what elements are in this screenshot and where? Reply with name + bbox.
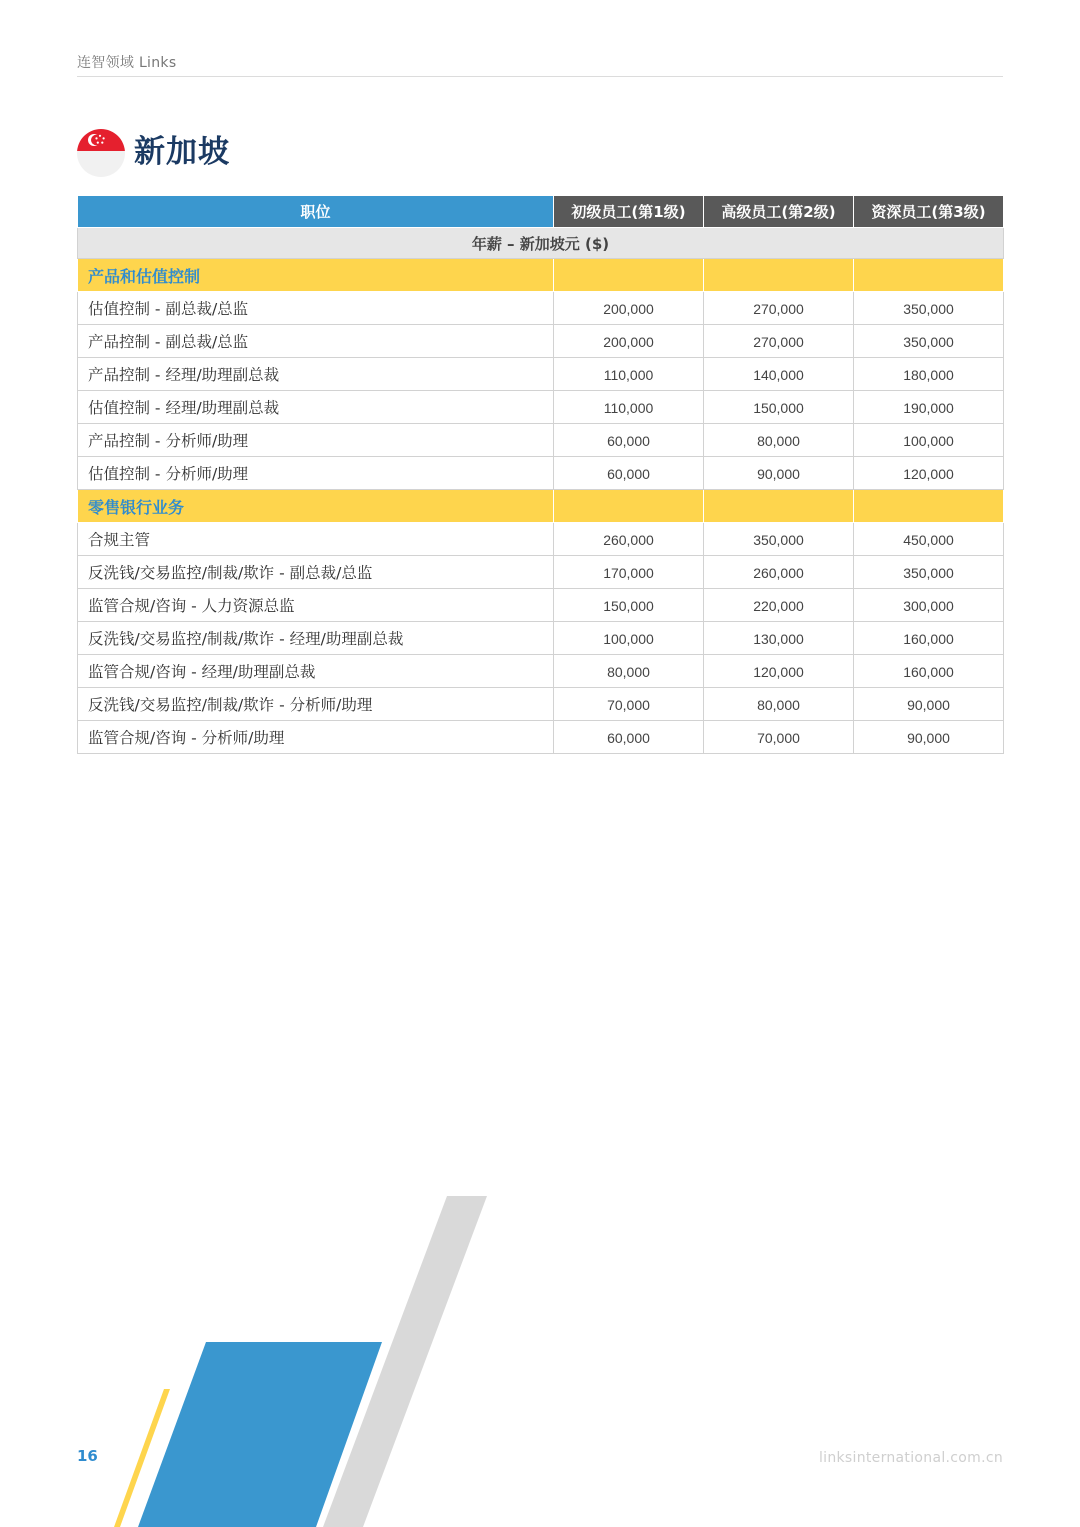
level1-salary-cell: 170,000 <box>554 556 704 589</box>
level1-salary-cell: 80,000 <box>554 655 704 688</box>
level1-salary-cell: 200,000 <box>554 292 704 325</box>
role-cell: 反洗钱/交易监控/制裁/欺诈 - 经理/助理副总裁 <box>78 622 554 655</box>
header-divider <box>77 76 1003 77</box>
level3-salary-cell: 90,000 <box>854 688 1004 721</box>
level3-salary-cell: 190,000 <box>854 391 1004 424</box>
table-row <box>78 358 1004 391</box>
level1-salary-cell: 60,000 <box>554 721 704 754</box>
level2-salary-cell: 120,000 <box>704 655 854 688</box>
level2-salary-cell: 90,000 <box>704 457 854 490</box>
level2-salary-cell: 220,000 <box>704 589 854 622</box>
column-header-level2: 高级员工(第2级) <box>704 196 854 228</box>
section-empty-cell <box>854 259 1004 292</box>
level1-salary-cell: 70,000 <box>554 688 704 721</box>
table-row <box>78 325 1004 358</box>
role-cell: 产品控制 - 分析师/助理 <box>78 424 554 457</box>
section-title: 零售银行业务 <box>78 490 554 523</box>
column-header-role: 职位 <box>78 196 554 228</box>
role-cell: 合规主管 <box>78 523 554 556</box>
level2-salary-cell: 270,000 <box>704 292 854 325</box>
unit-row <box>78 228 1004 259</box>
level2-salary-cell: 140,000 <box>704 358 854 391</box>
section-title: 产品和估值控制 <box>78 259 554 292</box>
level2-salary-cell: 270,000 <box>704 325 854 358</box>
salary-unit-label: 年薪 – 新加坡元 ($) <box>78 228 1004 259</box>
table-header-row <box>78 196 1004 228</box>
level1-salary-cell: 200,000 <box>554 325 704 358</box>
level3-salary-cell: 350,000 <box>854 325 1004 358</box>
salary-table <box>77 195 1004 754</box>
table-row <box>78 424 1004 457</box>
section-empty-cell <box>554 259 704 292</box>
level1-salary-cell: 260,000 <box>554 523 704 556</box>
level3-salary-cell: 450,000 <box>854 523 1004 556</box>
decorative-stripes <box>0 1180 560 1527</box>
level1-salary-cell: 110,000 <box>554 358 704 391</box>
table-row <box>78 622 1004 655</box>
table-row <box>78 523 1004 556</box>
section-row <box>78 490 1004 523</box>
level1-salary-cell: 60,000 <box>554 424 704 457</box>
table-row <box>78 589 1004 622</box>
role-cell: 估值控制 - 副总裁/总监 <box>78 292 554 325</box>
role-cell: 监管合规/咨询 - 经理/助理副总裁 <box>78 655 554 688</box>
page-number: 16 <box>77 1447 98 1465</box>
role-cell: 产品控制 - 经理/助理副总裁 <box>78 358 554 391</box>
level3-salary-cell: 180,000 <box>854 358 1004 391</box>
table-row <box>78 391 1004 424</box>
level2-salary-cell: 130,000 <box>704 622 854 655</box>
table-body <box>78 228 1004 754</box>
role-cell: 估值控制 - 分析师/助理 <box>78 457 554 490</box>
level1-salary-cell: 60,000 <box>554 457 704 490</box>
level2-salary-cell: 80,000 <box>704 688 854 721</box>
level3-salary-cell: 90,000 <box>854 721 1004 754</box>
level1-salary-cell: 110,000 <box>554 391 704 424</box>
role-cell: 反洗钱/交易监控/制裁/欺诈 - 副总裁/总监 <box>78 556 554 589</box>
level2-salary-cell: 260,000 <box>704 556 854 589</box>
level3-salary-cell: 300,000 <box>854 589 1004 622</box>
level3-salary-cell: 350,000 <box>854 292 1004 325</box>
role-cell: 监管合规/咨询 - 人力资源总监 <box>78 589 554 622</box>
header-brand: 连智领域 Links <box>77 55 177 71</box>
level2-salary-cell: 70,000 <box>704 721 854 754</box>
section-empty-cell <box>854 490 1004 523</box>
level1-salary-cell: 100,000 <box>554 622 704 655</box>
singapore-flag-icon <box>77 129 125 177</box>
role-cell: 反洗钱/交易监控/制裁/欺诈 - 分析师/助理 <box>78 688 554 721</box>
section-empty-cell <box>554 490 704 523</box>
table-row <box>78 721 1004 754</box>
table-row <box>78 292 1004 325</box>
page-title: 新加坡 <box>134 134 230 170</box>
level2-salary-cell: 80,000 <box>704 424 854 457</box>
table-row <box>78 556 1004 589</box>
level3-salary-cell: 350,000 <box>854 556 1004 589</box>
column-header-level1: 初级员工(第1级) <box>554 196 704 228</box>
role-cell: 监管合规/咨询 - 分析师/助理 <box>78 721 554 754</box>
section-empty-cell <box>704 259 854 292</box>
level3-salary-cell: 100,000 <box>854 424 1004 457</box>
level1-salary-cell: 150,000 <box>554 589 704 622</box>
level3-salary-cell: 160,000 <box>854 655 1004 688</box>
level2-salary-cell: 150,000 <box>704 391 854 424</box>
role-cell: 产品控制 - 副总裁/总监 <box>78 325 554 358</box>
table-row <box>78 457 1004 490</box>
footer-url[interactable]: linksinternational.com.cn <box>818 1450 1003 1466</box>
column-header-level3: 资深员工(第3级) <box>854 196 1004 228</box>
level2-salary-cell: 350,000 <box>704 523 854 556</box>
section-empty-cell <box>704 490 854 523</box>
role-cell: 估值控制 - 经理/助理副总裁 <box>78 391 554 424</box>
level3-salary-cell: 120,000 <box>854 457 1004 490</box>
level3-salary-cell: 160,000 <box>854 622 1004 655</box>
section-row <box>78 259 1004 292</box>
table-row <box>78 688 1004 721</box>
table-row <box>78 655 1004 688</box>
